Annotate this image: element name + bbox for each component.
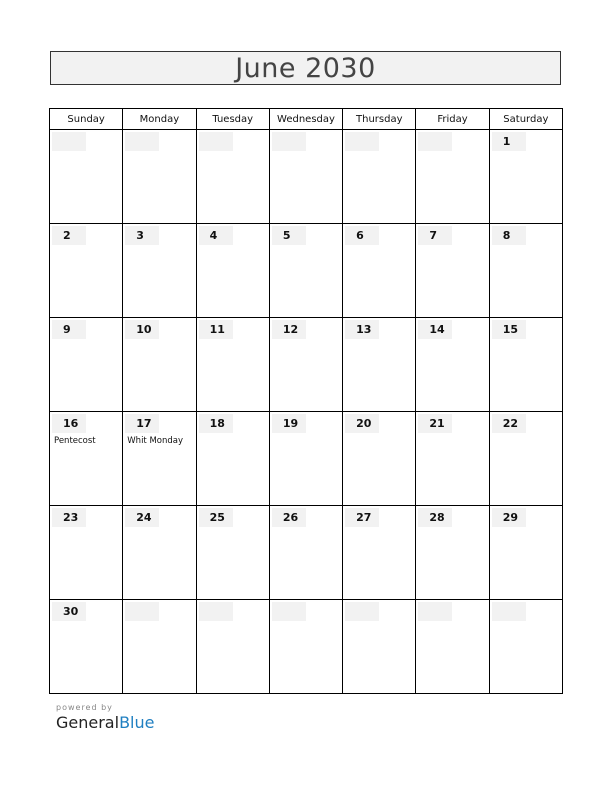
day-cell xyxy=(343,506,416,600)
brand-name-part2: Blue xyxy=(119,713,155,732)
day-number: 11 xyxy=(199,320,233,339)
day-cell xyxy=(196,224,269,318)
day-number: 24 xyxy=(125,508,159,527)
day-number xyxy=(272,132,306,151)
day-number xyxy=(125,132,159,151)
day-number: 28 xyxy=(418,508,452,527)
day-number: 19 xyxy=(272,414,306,433)
day-number: 1 xyxy=(492,132,526,151)
day-cell xyxy=(416,130,489,224)
day-cell xyxy=(269,130,342,224)
footer xyxy=(56,703,154,732)
day-cell xyxy=(269,600,342,694)
brand-logo xyxy=(56,713,154,732)
holiday-label: Pentecost xyxy=(54,436,96,446)
day-cell xyxy=(50,224,123,318)
day-cell xyxy=(343,412,416,506)
day-number: 17 xyxy=(125,414,159,433)
weekday-friday: Friday xyxy=(416,109,489,130)
day-number: 7 xyxy=(418,226,452,245)
day-cell xyxy=(343,224,416,318)
day-cell xyxy=(343,130,416,224)
day-cell xyxy=(269,224,342,318)
day-cell xyxy=(196,130,269,224)
day-cell xyxy=(123,318,196,412)
day-number: 9 xyxy=(52,320,86,339)
day-number xyxy=(345,132,379,151)
day-number xyxy=(418,132,452,151)
day-number xyxy=(125,602,159,621)
day-cell xyxy=(50,600,123,694)
week-row xyxy=(50,412,563,506)
week-row xyxy=(50,318,563,412)
day-number: 27 xyxy=(345,508,379,527)
day-cell xyxy=(489,506,562,600)
day-cell xyxy=(196,318,269,412)
day-number xyxy=(199,602,233,621)
day-cell xyxy=(416,412,489,506)
day-number: 6 xyxy=(345,226,379,245)
day-cell xyxy=(269,506,342,600)
day-cell xyxy=(196,600,269,694)
day-number xyxy=(199,132,233,151)
day-cell xyxy=(123,224,196,318)
day-number: 22 xyxy=(492,414,526,433)
day-cell xyxy=(416,318,489,412)
day-cell xyxy=(123,412,196,506)
day-cell xyxy=(489,130,562,224)
month-title-box xyxy=(50,51,561,85)
weekday-saturday: Saturday xyxy=(489,109,562,130)
calendar-body xyxy=(50,130,563,694)
day-number: 26 xyxy=(272,508,306,527)
day-cell xyxy=(269,318,342,412)
day-cell xyxy=(489,224,562,318)
day-number: 25 xyxy=(199,508,233,527)
week-row xyxy=(50,600,563,694)
day-number: 29 xyxy=(492,508,526,527)
weekday-thursday: Thursday xyxy=(343,109,416,130)
day-cell xyxy=(123,506,196,600)
day-number: 3 xyxy=(125,226,159,245)
day-number xyxy=(492,602,526,621)
weekday-monday: Monday xyxy=(123,109,196,130)
day-number xyxy=(345,602,379,621)
day-number: 18 xyxy=(199,414,233,433)
day-cell xyxy=(489,412,562,506)
weekday-sunday: Sunday xyxy=(50,109,123,130)
day-cell xyxy=(416,600,489,694)
day-cell xyxy=(123,600,196,694)
day-cell xyxy=(196,506,269,600)
day-cell xyxy=(269,412,342,506)
day-number: 21 xyxy=(418,414,452,433)
day-number xyxy=(52,132,86,151)
day-cell xyxy=(416,506,489,600)
day-number: 4 xyxy=(199,226,233,245)
week-row xyxy=(50,130,563,224)
day-number: 10 xyxy=(125,320,159,339)
day-cell xyxy=(50,506,123,600)
day-cell xyxy=(416,224,489,318)
holiday-label: Whit Monday xyxy=(127,436,184,446)
day-cell xyxy=(50,412,123,506)
day-number: 8 xyxy=(492,226,526,245)
day-cell xyxy=(343,318,416,412)
month-title: June 2030 xyxy=(235,52,376,84)
day-number: 15 xyxy=(492,320,526,339)
brand-name-part1: General xyxy=(56,713,120,732)
day-number: 20 xyxy=(345,414,379,433)
powered-by-text: powered by xyxy=(56,703,113,712)
day-cell xyxy=(123,130,196,224)
day-number: 13 xyxy=(345,320,379,339)
calendar-grid xyxy=(49,108,563,694)
day-cell xyxy=(50,318,123,412)
day-number xyxy=(418,602,452,621)
day-number: 5 xyxy=(272,226,306,245)
weekday-wednesday: Wednesday xyxy=(269,109,342,130)
day-number: 2 xyxy=(52,226,86,245)
day-number: 16 xyxy=(52,414,86,433)
day-cell xyxy=(196,412,269,506)
day-cell xyxy=(343,600,416,694)
week-row xyxy=(50,224,563,318)
weekday-header-row xyxy=(50,109,563,130)
day-number: 30 xyxy=(52,602,86,621)
day-number: 23 xyxy=(52,508,86,527)
day-number: 12 xyxy=(272,320,306,339)
day-cell xyxy=(489,318,562,412)
day-cell xyxy=(50,130,123,224)
day-number xyxy=(272,602,306,621)
day-cell xyxy=(489,600,562,694)
day-number: 14 xyxy=(418,320,452,339)
weekday-tuesday: Tuesday xyxy=(196,109,269,130)
week-row xyxy=(50,506,563,600)
